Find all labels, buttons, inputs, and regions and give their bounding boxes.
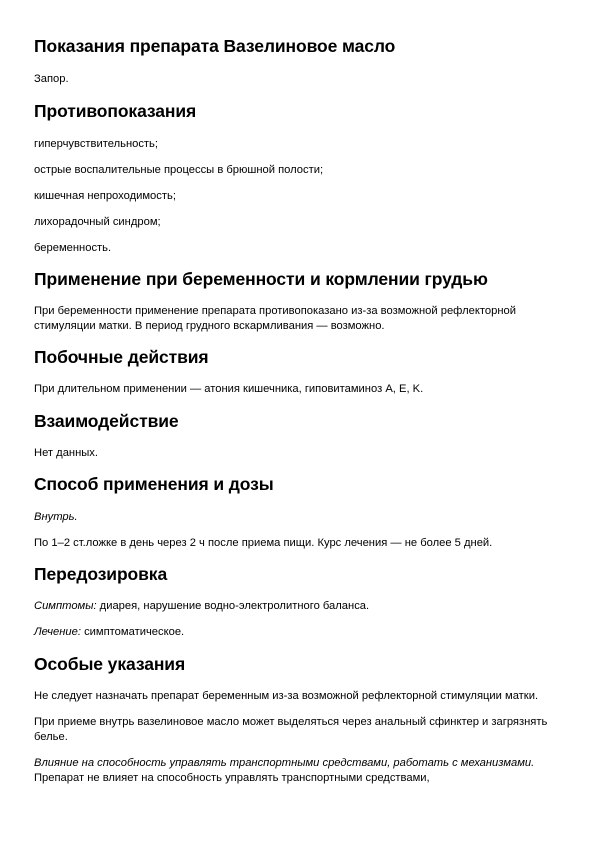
section-title-dosage: Способ применения и дозы [34,474,274,494]
contraindication-item: гиперчувствительность; [34,138,158,150]
section-title-special: Особые указания [34,654,186,674]
special-driving-text: Препарат не влияет на способность управлять транспортными средствами, [34,772,430,784]
section-title-interactions: Взаимодействие [34,411,179,431]
dosage-text: По 1–2 ст.ложке в день через 2 ч после приема пищи. Курс лечения — не более 5 дней. [34,537,493,549]
special-text-2: При приеме внутрь вазелиновое масло может выделяться через анальный сфинктер и загрязнять белье. [34,716,548,743]
special-text-3 [34,756,565,786]
special-text-1: Не следует назначать препарат беременным из-за возможной рефлекторной стимуляции матки. [34,690,539,702]
section-title-pregnancy: Применение при беременности и кормлении грудью [34,269,488,289]
contraindication-item: беременность. [34,242,112,254]
dosage-route-label: Внутрь. [34,511,78,523]
overdose-treatment-text: симптоматическое. [80,626,185,638]
section-title-side-effects: Побочные действия [34,347,209,367]
overdose-treatment [34,625,565,640]
special-driving-label: Влияние на способность управлять транспортными средствами, работать с механизмами. [34,757,535,769]
contraindication-item: кишечная непроходимость; [34,190,176,202]
side-effects-text: При длительном применении — атония кишечника, гиповитаминоз A, E, K. [34,383,424,395]
section-title-indications: Показания препарата Вазелиновое масло [34,36,396,56]
pregnancy-text: При беременности применение препарата противопоказано из-за возможной рефлекторной стимуляции матки. В период грудного вскармливания — возможно. [34,305,516,332]
overdose-symptoms-text: диарея, нарушение водно-электролитного баланса. [96,600,370,612]
overdose-symptoms [34,599,565,614]
overdose-treatment-label: Лечение: [34,626,81,638]
contraindication-item: острые воспалительные процессы в брюшной полости; [34,164,324,176]
section-title-contraindications: Противопоказания [34,101,197,121]
indications-text: Запор. [34,73,69,85]
dosage-route [34,510,565,525]
interactions-text: Нет данных. [34,447,99,459]
overdose-symptoms-label: Симптомы: [34,600,97,612]
section-title-overdose: Передозировка [34,564,168,584]
contraindication-item: лихорадочный синдром; [34,216,161,228]
